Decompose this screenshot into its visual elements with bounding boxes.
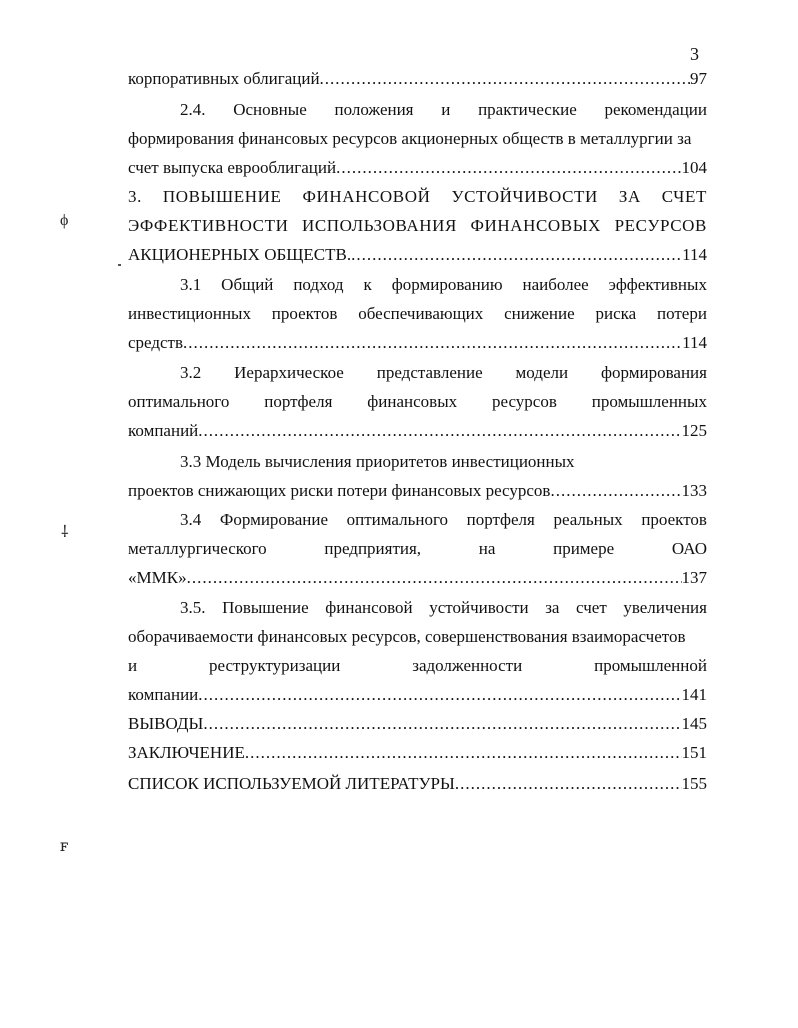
toc-entry-title: ЗАКЛЮЧЕНИЕ — [128, 743, 245, 762]
word: потери — [656, 304, 707, 323]
leader-dots — [320, 66, 690, 92]
toc-line — [128, 740, 707, 766]
scan-artifact-icon: ꜰ — [60, 838, 69, 855]
toc-page-number: 137 — [681, 568, 707, 587]
toc-line — [128, 242, 707, 268]
word: к — [363, 275, 372, 294]
toc-page-number: 125 — [681, 421, 707, 440]
word: 3.2 — [180, 363, 202, 382]
toc-page-number: 155 — [681, 774, 707, 793]
scan-speck — [118, 264, 121, 266]
toc-line — [128, 624, 707, 650]
word: Общий — [221, 275, 274, 294]
word: ресурсов — [492, 392, 557, 411]
word: снижение — [504, 304, 575, 323]
word: и — [441, 100, 451, 119]
toc-page-number: 141 — [681, 685, 707, 704]
toc-page-number: 145 — [681, 714, 707, 733]
toc-line — [128, 418, 707, 444]
word: 3.5. — [180, 598, 206, 617]
word: 3.4 — [180, 510, 202, 529]
toc-entry-title: ВЫВОДЫ — [128, 714, 204, 733]
word: Иерархическое — [234, 363, 344, 382]
word: риска — [595, 304, 637, 323]
word: РЕСУРСОВ — [614, 216, 707, 235]
word: ФИНАНСОВЫХ — [470, 216, 602, 235]
word: задолженности — [412, 656, 523, 675]
scan-artifact-icon: ϕ — [60, 212, 69, 229]
toc-line — [180, 595, 707, 621]
word: положения — [334, 100, 414, 119]
leader-dots — [245, 740, 682, 766]
toc-entry-title: компаний — [128, 421, 199, 440]
word: рекомендации — [604, 100, 707, 119]
word: счет — [576, 598, 607, 617]
toc-line — [128, 301, 707, 327]
leader-dots — [455, 771, 682, 797]
word: 3. — [128, 187, 142, 206]
word: обеспечивающих — [358, 304, 484, 323]
toc-line — [180, 360, 707, 386]
word: примере — [553, 539, 615, 558]
word: реструктуризации — [209, 656, 341, 675]
word: финансовых — [367, 392, 458, 411]
toc-page-number: 133 — [681, 481, 707, 500]
toc-line — [128, 478, 707, 504]
toc-entry-title: проектов снижающих риски потери финансовых ресурсов — [128, 481, 551, 500]
toc-entry-text: оборачиваемости финансовых ресурсов, совершенствования взаиморасчетов — [128, 627, 686, 646]
word: 2.4. — [180, 100, 206, 119]
word: промышленной — [594, 656, 707, 675]
toc-entry-title: средств — [128, 333, 184, 352]
word: ОАО — [671, 539, 707, 558]
toc-line — [128, 126, 707, 152]
toc-line — [128, 389, 707, 415]
word: Основные — [233, 100, 307, 119]
word: увеличения — [623, 598, 707, 617]
leader-dots — [183, 330, 682, 356]
toc-line — [128, 66, 707, 92]
toc-line — [128, 565, 707, 591]
toc-line — [128, 711, 707, 737]
word: ЗА — [618, 187, 641, 206]
toc-entry-title: компании — [128, 685, 199, 704]
word: инвестиционных — [128, 304, 251, 323]
toc-page-number: 114 — [682, 245, 707, 264]
leader-dots — [550, 478, 681, 504]
word: Повышение — [222, 598, 309, 617]
toc-page-number: 97 — [690, 69, 707, 88]
toc-line — [180, 97, 707, 123]
toc-line — [128, 653, 707, 679]
word: формирования — [600, 363, 707, 382]
word: проектов — [641, 510, 707, 529]
word: СЧЕТ — [661, 187, 707, 206]
toc-page-number: 151 — [681, 743, 707, 762]
toc-entry-title: счет выпуска еврооблигаций — [128, 158, 337, 177]
toc-line — [180, 272, 707, 298]
word: подход — [293, 275, 344, 294]
word: представление — [376, 363, 483, 382]
page-number: 3 — [690, 44, 699, 64]
word: промышленных — [591, 392, 707, 411]
word: оптимального — [346, 510, 449, 529]
leader-dots — [351, 242, 682, 268]
toc-entry-title: «ММК» — [128, 568, 187, 587]
toc-entry-title: корпоративных облигаций — [128, 69, 320, 88]
word: на — [478, 539, 496, 558]
scan-artifact-icon: ⸸ — [61, 524, 69, 541]
leader-dots — [198, 682, 681, 708]
word: портфеля — [466, 510, 535, 529]
toc-line — [180, 449, 707, 475]
word: формированию — [391, 275, 503, 294]
word: ПОВЫШЕНИЕ — [162, 187, 282, 206]
toc-line — [128, 184, 707, 210]
word: ИСПОЛЬЗОВАНИЯ — [301, 216, 457, 235]
toc-page-number: 114 — [682, 333, 707, 352]
toc-page-number: 104 — [681, 158, 707, 177]
word: реальных — [553, 510, 623, 529]
word: и — [128, 656, 138, 675]
leader-dots — [336, 155, 681, 181]
word: металлургического — [128, 539, 267, 558]
leader-dots — [203, 711, 681, 737]
word: ЭФФЕКТИВНОСТИ — [128, 216, 289, 235]
word: портфеля — [264, 392, 333, 411]
toc-line — [128, 155, 707, 181]
toc-line — [128, 213, 707, 239]
leader-dots — [187, 565, 682, 591]
word: 3.1 — [180, 275, 202, 294]
word: УСТОЙЧИВОСТИ — [451, 187, 598, 206]
toc-line — [128, 330, 707, 356]
word: проектов — [271, 304, 338, 323]
word: предприятия, — [324, 539, 422, 558]
word: оптимального — [128, 392, 230, 411]
toc-line — [180, 507, 707, 533]
toc-line — [128, 536, 707, 562]
word: практические — [478, 100, 577, 119]
toc-entry-title: СПИСОК ИСПОЛЬЗУЕМОЙ ЛИТЕРАТУРЫ — [128, 774, 455, 793]
toc-line — [128, 682, 707, 708]
word: за — [545, 598, 560, 617]
word: модели — [515, 363, 569, 382]
word: финансовой — [325, 598, 413, 617]
word: эффективных — [608, 275, 707, 294]
toc-line — [128, 771, 707, 797]
word: Формирование — [219, 510, 329, 529]
word: наиболее — [522, 275, 589, 294]
word: ФИНАНСОВОЙ — [302, 187, 431, 206]
toc-entry-text: формирования финансовых ресурсов акционерных обществ в металлургии за — [128, 129, 692, 148]
word: устойчивости — [429, 598, 529, 617]
toc-entry-text: 3.3 Модель вычисления приоритетов инвестиционных — [180, 452, 575, 471]
leader-dots — [198, 418, 681, 444]
toc-entry-title: АКЦИОНЕРНЫХ ОБЩЕСТВ. — [128, 245, 352, 264]
